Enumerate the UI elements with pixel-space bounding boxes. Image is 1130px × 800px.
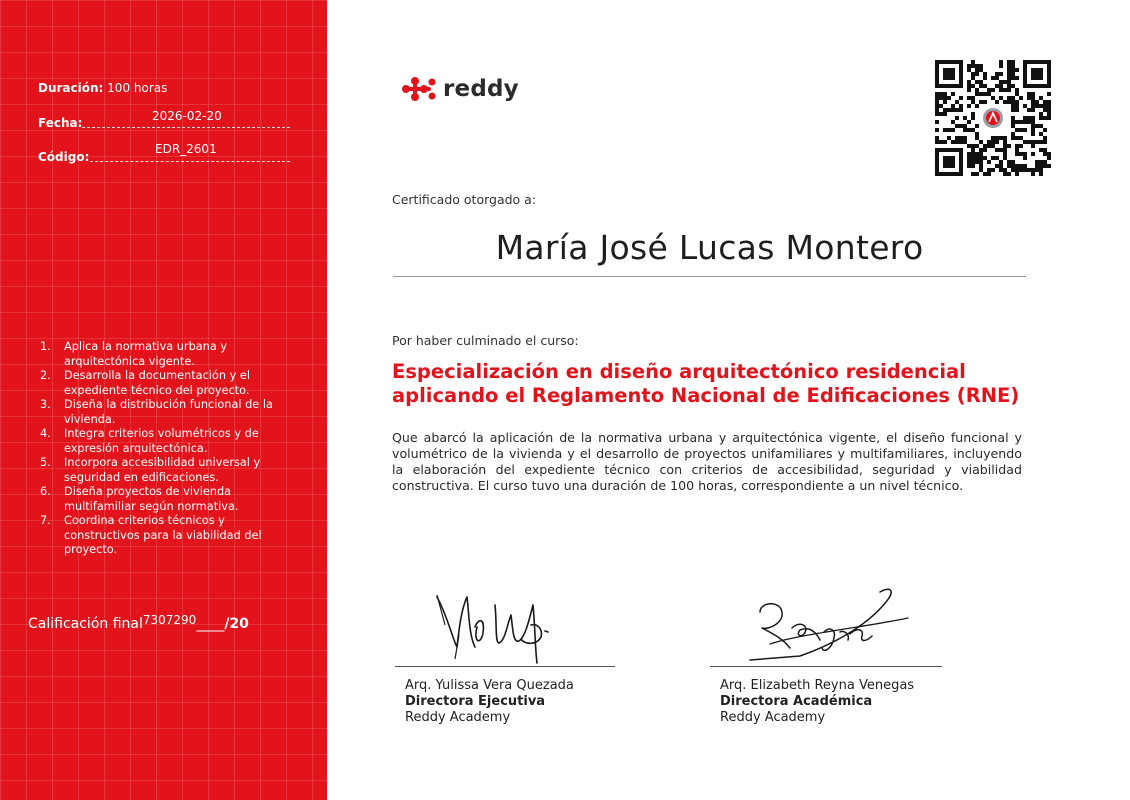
outcome-item [38,456,290,485]
date-underline [82,127,290,128]
outcome-number: 2. [40,369,51,382]
outcome-text: Diseña la distribución funcional de la vivienda. [64,398,273,426]
completed-course-label: Por haber culminado el curso: [392,333,579,348]
date-label: Fecha: [38,116,83,130]
code-value: EDR_2601 [155,142,217,156]
student-name-underline [393,276,1026,277]
outcome-number: 4. [40,427,51,440]
outcome-text: Incorpora accesibilidad universal y seguridad en edificaciones. [64,456,261,484]
brand-logo [401,74,519,104]
outcome-number: 7. [40,514,51,527]
grade-total: /20 [224,616,249,632]
signer-2-org: Reddy Academy [720,710,826,725]
signer-1-role: Directora Ejecutiva [405,694,546,709]
outcome-item [38,485,290,514]
molecule-logo-icon [401,74,437,104]
date-value: 2026-02-20 [152,109,222,123]
signer-1-org: Reddy Academy [405,710,511,725]
signature-2-line [710,666,942,667]
outcome-item [38,427,290,456]
code-label: Código: [38,150,90,164]
outcome-item [38,398,290,427]
duration-label: Duración: [38,81,104,95]
outcome-number: 6. [40,485,51,498]
outcome-text: Diseña proyectos de vivienda multifamiliar según normativa. [64,485,239,513]
signature-1-image [425,585,565,675]
brand-name: reddy [443,76,519,102]
signer-2-block [720,678,914,726]
sidebar-panel [0,0,327,800]
outcome-number: 5. [40,456,51,469]
course-description: Que abarcó la aplicación de la normativa urbana y arquitectónica vigente, el diseño funcional y volumétrico de la vivienda y el desarrollo de proyectos unifamiliares y multifamiliares, incluyendo la elaboración del expediente técnico con criterios de accesibilidad, seguridad y viabilidad constructiva. El curso tuvo una duración de 100 horas, correspondiente a un nivel técnico. [392,430,1022,493]
signer-1-block [405,678,574,726]
grade-blank: ____ [196,616,225,632]
learning-outcomes-list [38,340,290,558]
grade-value: 7307290 [142,613,197,627]
signer-1-name: Arq. Yulissa Vera Quezada [405,678,574,693]
duration-value: 100 horas [107,81,168,95]
final-grade [28,613,249,632]
signature-1-line [395,666,615,667]
signature-2-image [740,582,920,662]
outcome-item [38,340,290,369]
outcome-item [38,514,290,558]
outcome-number: 1. [40,340,51,353]
qr-code-icon [935,60,1051,176]
outcome-text: Coordina criterios técnicos y constructivos para la viabilidad del proyecto. [64,514,262,556]
code-row [38,150,89,164]
student-name: María José Lucas Montero [495,228,924,267]
awarded-to-label: Certificado otorgado a: [392,192,537,207]
course-title: Especialización en diseño arquitectónico residencial aplicando el Reglamento Nacional de Edificaciones (RNE) [392,360,1020,407]
outcome-text: Aplica la normativa urbana y arquitectónica vigente. [64,340,228,368]
signer-2-name: Arq. Elizabeth Reyna Venegas [720,678,915,693]
date-row [38,116,82,130]
grade-label: Calificación final [28,616,143,632]
outcome-number: 3. [40,398,51,411]
code-underline [90,161,290,162]
signer-2-role: Directora Académica [720,694,873,709]
outcome-text: Desarrolla la documentación y el expediente técnico del proyecto. [64,369,250,397]
outcome-text: Integra criterios volumétricos y de expresión arquitectónica. [64,427,259,455]
outcome-item [38,369,290,398]
duration-row [38,81,167,95]
